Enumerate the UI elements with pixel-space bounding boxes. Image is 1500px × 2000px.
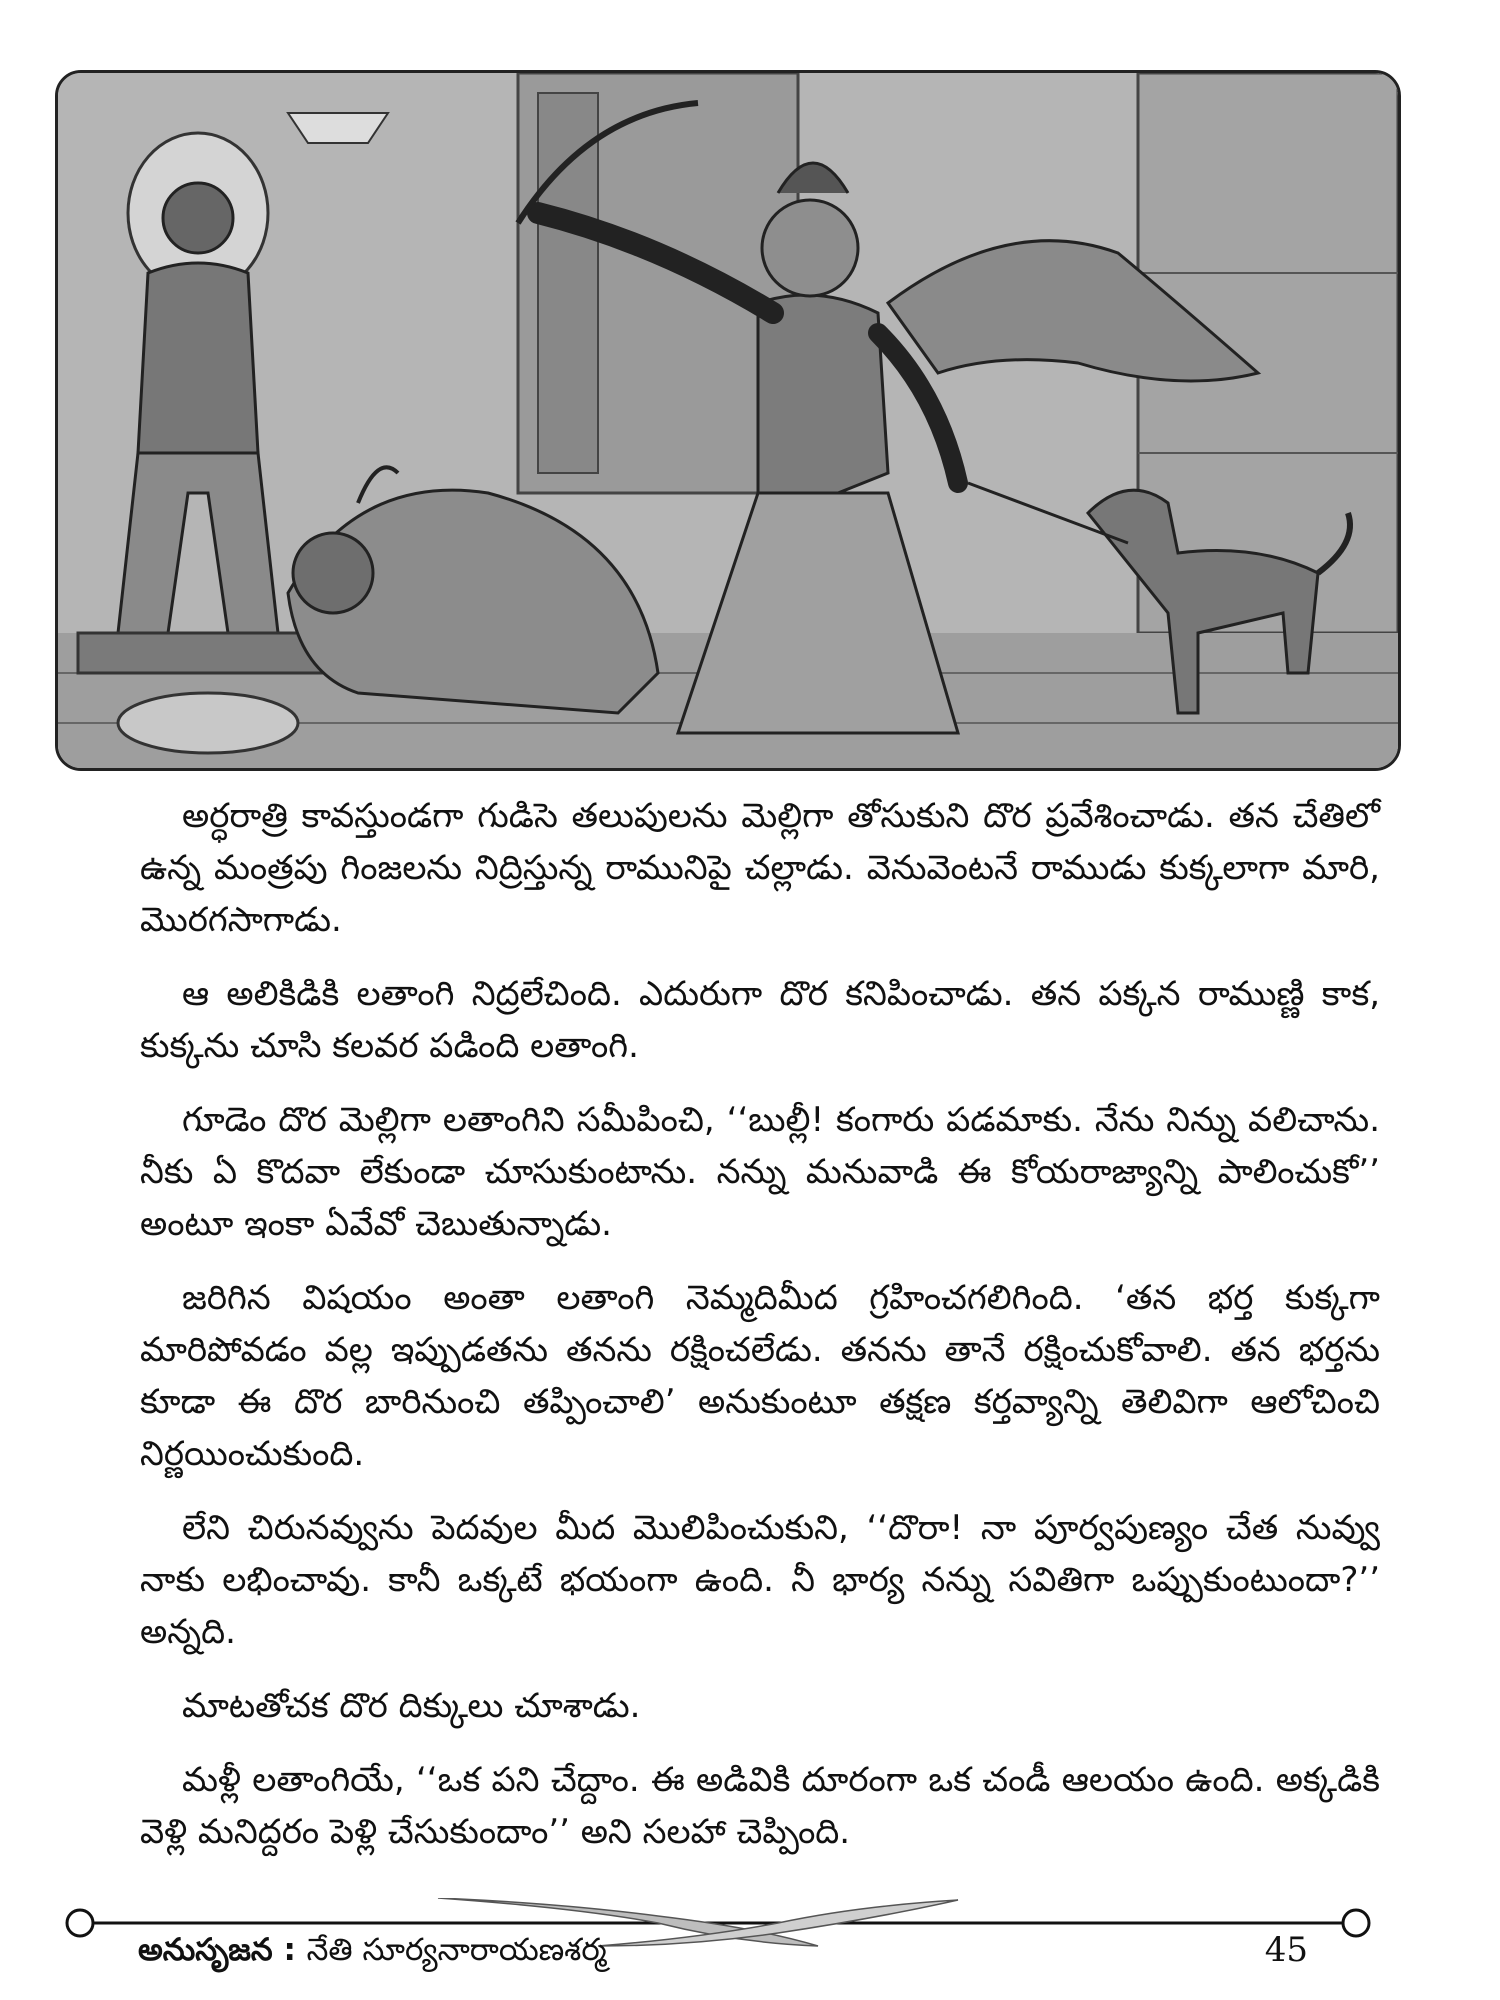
page-number: 45	[1264, 1930, 1308, 1970]
paragraph: జరిగిన విషయం అంతా లతాంగి నెమ్మదిమీద గ్రహించగలిగింది. ‘తన భర్త కుక్కగా మారిపోవడం వల్ల ఇప్పుడతను తనను రక్షించలేడు. తనను తానే రక్షించుకోవాలి. తన భర్తను కూడా ఈ దొర బారినుంచి తప్పించాలి’ అనుకుంటూ తక్షణ కర్తవ్యాన్ని తెలివిగా ఆలోచించి నిర్ణయించుకుంది.	[140, 1278, 1380, 1474]
paragraph: లేని చిరునవ్వును పెదవుల మీద మొలిపించుకుని, ‘‘దొరా! నా పూర్వపుణ్యం చేత నువ్వు నాకు లభించావు. కానీ ఒక్కటే భయంగా ఉంది. నీ భార్య నన్ను సవితిగా ఒప్పుకుంటుందా?’’ అన్నది.	[140, 1508, 1380, 1652]
paragraph: మాటతోచక దొర దిక్కులు చూశాడు.	[182, 1686, 641, 1726]
temple-scene-illustration	[58, 73, 1398, 768]
footer-credit	[138, 1932, 607, 1975]
paragraph: ఆ అలికిడికి లతాంగి నిద్రలేచింది. ఎదురుగా దొర కనిపించాడు. తన పక్కన రాముణ్ణి కాక, కుక్కను చూసి కలవర పడింది లతాంగి.	[140, 974, 1380, 1066]
paragraph: అర్ధరాత్రి కావస్తుండగా గుడిసె తలుపులను మెల్లిగా తోసుకుని దొర ప్రవేశించాడు. తన చేతిలో ఉన్న మంత్రపు గింజలను నిద్రిస్తున్న రామునిపై చల్లాడు. వెనువెంటనే రాముడు కుక్కలాగా మారి, మొరగసాగాడు.	[140, 796, 1380, 940]
paragraph: గూడెం దొర మెల్లిగా లతాంగిని సమీపించి, ‘‘బుల్లీ! కంగారు పడమాకు. నేను నిన్ను వలిచాను. నీకు ఏ కొదవా లేకుండా చూసుకుంటాను. నన్ను మనువాడి ఈ కోయరాజ్యాన్ని పాలించుకో’’ అంటూ ఇంకా ఏవేవో చెబుతున్నాడు.	[140, 1100, 1380, 1244]
paragraph: మళ్లీ లతాంగియే, ‘‘ఒక పని చేద్దాం. ఈ అడివికి దూరంగా ఒక చండీ ఆలయం ఉంది. అక్కడికి వెళ్లి మనిద్దరం పెళ్లి చేసుకుందాం’’ అని సలహా చెప్పింది.	[140, 1760, 1380, 1852]
story-text	[140, 790, 1380, 1880]
footer-label: అనుసృజన :	[138, 1932, 296, 1968]
page-footer	[58, 1920, 1378, 1980]
story-illustration	[55, 70, 1401, 771]
footer-author: నేతి సూర్యనారాయణశర్మ	[306, 1932, 607, 1968]
